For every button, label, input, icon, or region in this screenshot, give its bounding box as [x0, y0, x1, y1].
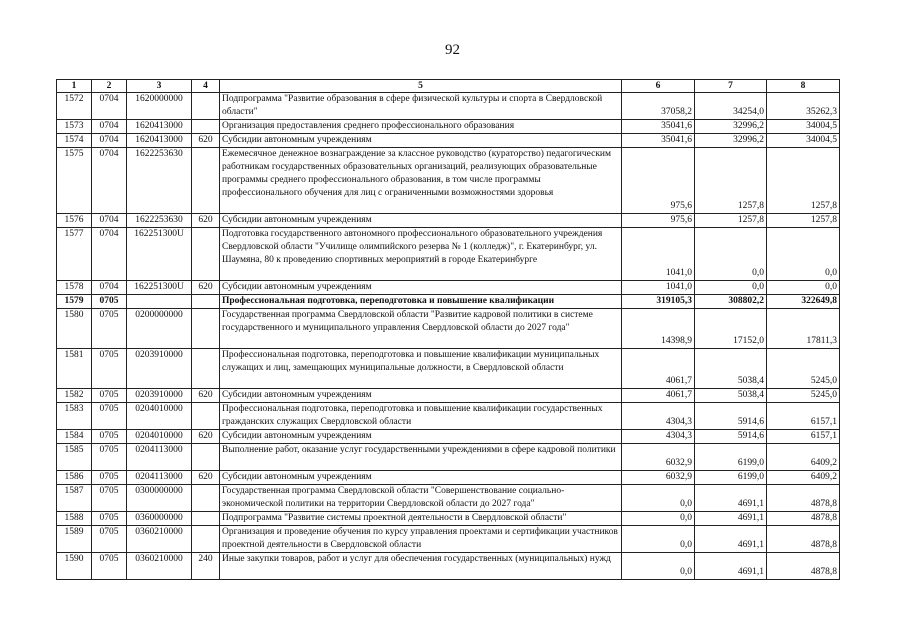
row-name: Субсидии автономным учреждениям	[220, 430, 622, 444]
row-name: Государственная программа Свердловской области "Совершенствование социально-экономической политики на территории Свердловской области до 2027 года"	[220, 485, 622, 512]
table-row	[57, 512, 840, 526]
value-col-8: 17811,3	[767, 309, 840, 349]
table-row	[57, 403, 840, 430]
section-code: 0704	[92, 228, 127, 281]
row-name: Подготовка государственного автономного профессионального образовательного учреждения Свердловской области "Училище олимпийского резерва № 1 (колледж)", г. Екатеринбург, ул. Шаумяна, 80 к проведению спортивных мероприятий в городе Екатеринбурге	[220, 228, 622, 281]
table-row	[57, 444, 840, 471]
value-col-8: 4878,8	[767, 553, 840, 580]
row-number: 1583	[57, 403, 92, 430]
value-col-7: 17152,0	[695, 309, 767, 349]
row-number: 1589	[57, 526, 92, 553]
expense-type-code	[192, 309, 220, 349]
value-col-7: 6199,0	[695, 444, 767, 471]
row-number: 1577	[57, 228, 92, 281]
value-col-7: 4691,1	[695, 512, 767, 526]
table-row	[57, 349, 840, 389]
table-row	[57, 93, 840, 120]
value-col-6: 0,0	[622, 485, 695, 512]
value-col-7: 4691,1	[695, 485, 767, 512]
target-article-code: 1620000000	[127, 93, 192, 120]
value-col-6: 4304,3	[622, 403, 695, 430]
value-col-7: 4691,1	[695, 553, 767, 580]
row-number: 1574	[57, 134, 92, 148]
value-col-8: 6157,1	[767, 430, 840, 444]
value-col-7: 5914,6	[695, 430, 767, 444]
row-number: 1584	[57, 430, 92, 444]
value-col-6: 37058,2	[622, 93, 695, 120]
value-col-8: 6157,1	[767, 403, 840, 430]
value-col-6: 1041,0	[622, 281, 695, 295]
expense-type-code	[192, 403, 220, 430]
expense-type-code	[192, 295, 220, 309]
value-col-6: 4304,3	[622, 430, 695, 444]
value-col-6: 4061,7	[622, 349, 695, 389]
value-col-8: 5245,0	[767, 389, 840, 403]
row-number: 1575	[57, 148, 92, 214]
value-col-7: 32996,2	[695, 120, 767, 134]
expense-type-code	[192, 485, 220, 512]
target-article-code: 1620413000	[127, 120, 192, 134]
budget-table	[56, 79, 840, 580]
value-col-6: 975,6	[622, 148, 695, 214]
row-name: Субсидии автономным учреждениям	[220, 471, 622, 485]
section-code: 0704	[92, 148, 127, 214]
value-col-8: 0,0	[767, 228, 840, 281]
table-row	[57, 389, 840, 403]
table-row	[57, 295, 840, 309]
value-col-7: 6199,0	[695, 471, 767, 485]
value-col-7: 4691,1	[695, 526, 767, 553]
value-col-7: 34254,0	[695, 93, 767, 120]
table-body	[57, 93, 840, 580]
value-col-8: 35262,3	[767, 93, 840, 120]
section-code: 0705	[92, 471, 127, 485]
target-article-code: 0200000000	[127, 309, 192, 349]
target-article-code: 0204010000	[127, 430, 192, 444]
value-col-8: 1257,8	[767, 148, 840, 214]
target-article-code: 0360210000	[127, 553, 192, 580]
section-code: 0705	[92, 389, 127, 403]
row-name: Выполнение работ, оказание услуг государственными учреждениями в сфере кадровой политики	[220, 444, 622, 471]
target-article-code: 0360210000	[127, 526, 192, 553]
table-row	[57, 309, 840, 349]
target-article-code: 1620413000	[127, 134, 192, 148]
row-name: Субсидии автономным учреждениям	[220, 281, 622, 295]
expense-type-code	[192, 444, 220, 471]
section-code: 0705	[92, 553, 127, 580]
target-article-code: 162251300U	[127, 281, 192, 295]
row-number: 1573	[57, 120, 92, 134]
row-number: 1572	[57, 93, 92, 120]
value-col-7: 1257,8	[695, 148, 767, 214]
value-col-6: 35041,6	[622, 134, 695, 148]
section-code: 0705	[92, 309, 127, 349]
header-col-4: 4	[192, 80, 220, 93]
header-col-1: 1	[57, 80, 92, 93]
value-col-6: 0,0	[622, 512, 695, 526]
row-number: 1586	[57, 471, 92, 485]
row-number: 1587	[57, 485, 92, 512]
value-col-7: 5914,6	[695, 403, 767, 430]
expense-type-code	[192, 120, 220, 134]
expense-type-code	[192, 148, 220, 214]
table-row	[57, 228, 840, 281]
row-name: Ежемесячное денежное вознаграждение за классное руководство (кураторство) педагогическим работникам государственных образовательных организаций, реализующих образовательные программы среднего профессионального образования, в том числе программы профессионального обучения для лиц с ограниченными возможностями здоровья	[220, 148, 622, 214]
section-code: 0705	[92, 430, 127, 444]
value-col-7: 32996,2	[695, 134, 767, 148]
section-code: 0705	[92, 512, 127, 526]
row-number: 1579	[57, 295, 92, 309]
target-article-code	[127, 295, 192, 309]
expense-type-code: 240	[192, 553, 220, 580]
header-col-6: 6	[622, 80, 695, 93]
row-name: Подпрограмма "Развитие образования в сфере физической культуры и спорта в Свердловской области"	[220, 93, 622, 120]
expense-type-code	[192, 526, 220, 553]
target-article-code: 1622253630	[127, 148, 192, 214]
expense-type-code: 620	[192, 430, 220, 444]
value-col-8: 5245,0	[767, 349, 840, 389]
expense-type-code: 620	[192, 214, 220, 228]
row-number: 1582	[57, 389, 92, 403]
header-row	[57, 80, 840, 93]
row-number: 1588	[57, 512, 92, 526]
expense-type-code	[192, 512, 220, 526]
target-article-code: 0300000000	[127, 485, 192, 512]
section-code: 0704	[92, 134, 127, 148]
header-col-5: 5	[220, 80, 622, 93]
target-article-code: 0204113000	[127, 444, 192, 471]
row-name: Субсидии автономным учреждениям	[220, 134, 622, 148]
row-name: Субсидии автономным учреждениям	[220, 389, 622, 403]
row-name: Государственная программа Свердловской области "Развитие кадровой политики в системе государственного и муниципального управления Свердловской области до 2027 года"	[220, 309, 622, 349]
table-row	[57, 553, 840, 580]
section-code: 0704	[92, 120, 127, 134]
section-code: 0704	[92, 93, 127, 120]
row-number: 1585	[57, 444, 92, 471]
table-row	[57, 134, 840, 148]
section-code: 0705	[92, 485, 127, 512]
table-row	[57, 430, 840, 444]
header-col-7: 7	[695, 80, 767, 93]
row-name: Субсидии автономным учреждениям	[220, 214, 622, 228]
header-col-3: 3	[127, 80, 192, 93]
section-code: 0704	[92, 214, 127, 228]
value-col-8: 0,0	[767, 281, 840, 295]
expense-type-code	[192, 228, 220, 281]
table-row	[57, 148, 840, 214]
expense-type-code: 620	[192, 471, 220, 485]
value-col-8: 4878,8	[767, 526, 840, 553]
header-col-2: 2	[92, 80, 127, 93]
expense-type-code: 620	[192, 134, 220, 148]
row-number: 1590	[57, 553, 92, 580]
expense-type-code: 620	[192, 281, 220, 295]
value-col-7: 0,0	[695, 281, 767, 295]
section-code: 0704	[92, 281, 127, 295]
value-col-6: 14398,9	[622, 309, 695, 349]
table-row	[57, 485, 840, 512]
row-name: Организация предоставления среднего профессионального образования	[220, 120, 622, 134]
table-row	[57, 214, 840, 228]
target-article-code: 162251300U	[127, 228, 192, 281]
value-col-7: 0,0	[695, 228, 767, 281]
row-number: 1578	[57, 281, 92, 295]
value-col-8: 1257,8	[767, 214, 840, 228]
section-code: 0705	[92, 444, 127, 471]
value-col-6: 0,0	[622, 553, 695, 580]
value-col-6: 6032,9	[622, 444, 695, 471]
header-col-8: 8	[767, 80, 840, 93]
table-row	[57, 526, 840, 553]
expense-type-code	[192, 349, 220, 389]
value-col-8: 4878,8	[767, 512, 840, 526]
value-col-7: 5038,4	[695, 349, 767, 389]
row-number: 1580	[57, 309, 92, 349]
value-col-6: 0,0	[622, 526, 695, 553]
target-article-code: 0204113000	[127, 471, 192, 485]
value-col-8: 4878,8	[767, 485, 840, 512]
target-article-code: 0204010000	[127, 403, 192, 430]
value-col-8: 34004,5	[767, 120, 840, 134]
value-col-6: 319105,3	[622, 295, 695, 309]
value-col-6: 1041,0	[622, 228, 695, 281]
row-number: 1581	[57, 349, 92, 389]
section-code: 0705	[92, 403, 127, 430]
row-name: Иные закупки товаров, работ и услуг для обеспечения государственных (муниципальных) нужд	[220, 553, 622, 580]
value-col-8: 322649,8	[767, 295, 840, 309]
value-col-8: 6409,2	[767, 471, 840, 485]
value-col-8: 34004,5	[767, 134, 840, 148]
value-col-6: 975,6	[622, 214, 695, 228]
section-code: 0705	[92, 349, 127, 389]
table-row	[57, 281, 840, 295]
row-name: Профессиональная подготовка, переподготовка и повышение квалификации	[220, 295, 622, 309]
target-article-code: 0203910000	[127, 349, 192, 389]
value-col-6: 6032,9	[622, 471, 695, 485]
section-code: 0705	[92, 295, 127, 309]
table-row	[57, 120, 840, 134]
value-col-6: 35041,6	[622, 120, 695, 134]
target-article-code: 0203910000	[127, 389, 192, 403]
row-number: 1576	[57, 214, 92, 228]
expense-type-code	[192, 93, 220, 120]
target-article-code: 1622253630	[127, 214, 192, 228]
page-number: 92	[445, 42, 460, 58]
row-name: Профессиональная подготовка, переподготовка и повышение квалификации муниципальных служащих и лиц, замещающих муниципальные должности, в Свердловской области	[220, 349, 622, 389]
value-col-7: 5038,4	[695, 389, 767, 403]
target-article-code: 0360000000	[127, 512, 192, 526]
row-name: Организация и проведение обучения по курсу управления проектами и сертификации участников проектной деятельности в Свердловской области	[220, 526, 622, 553]
row-name: Подпрограмма "Развитие системы проектной деятельности в Свердловской области"	[220, 512, 622, 526]
value-col-6: 4061,7	[622, 389, 695, 403]
row-name: Профессиональная подготовка, переподготовка и повышение квалификации государственных гражданских служащих Свердловской области	[220, 403, 622, 430]
expense-type-code: 620	[192, 389, 220, 403]
value-col-7: 308802,2	[695, 295, 767, 309]
value-col-7: 1257,8	[695, 214, 767, 228]
section-code: 0705	[92, 526, 127, 553]
table-row	[57, 471, 840, 485]
value-col-8: 6409,2	[767, 444, 840, 471]
